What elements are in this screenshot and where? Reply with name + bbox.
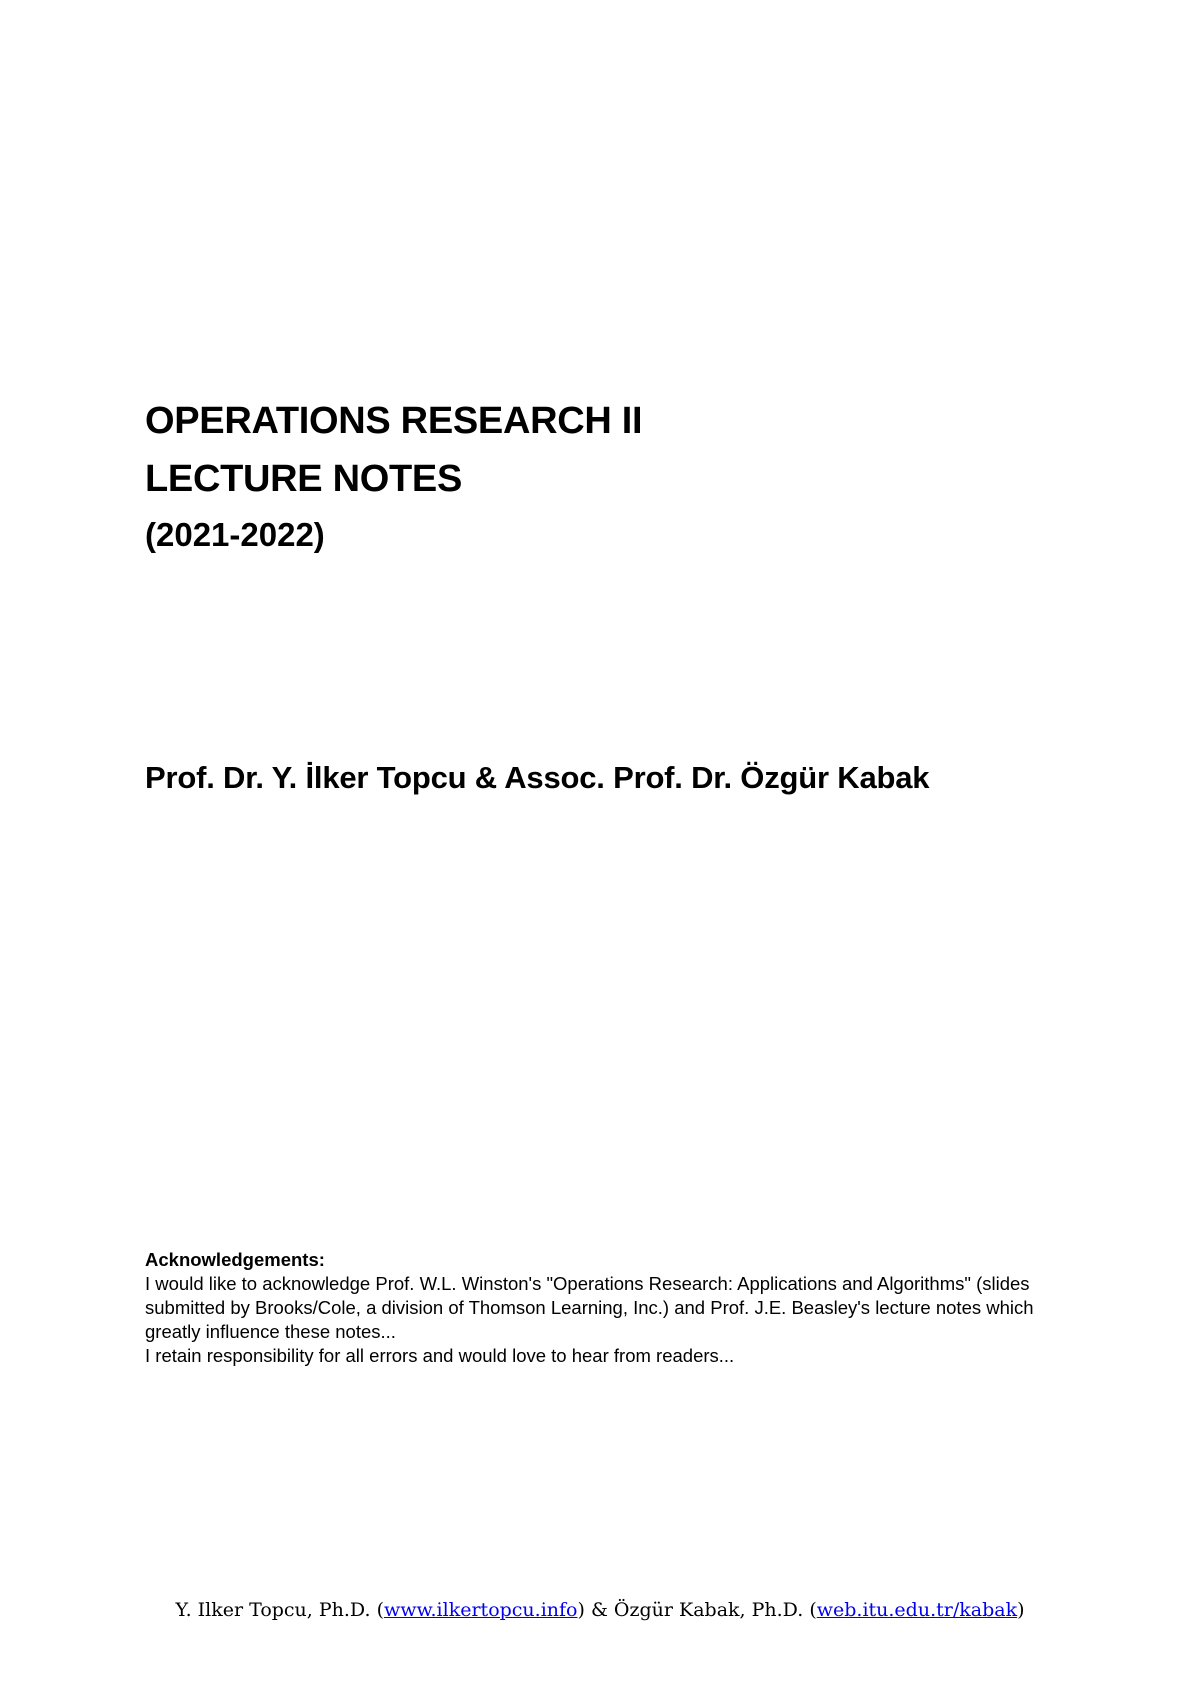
footer-link-1[interactable]: www.ilkertopcu.info [383,1599,578,1621]
footer-author-1: Y. Ilker Topcu, Ph.D. [175,1599,371,1621]
footer-link-2[interactable]: web.itu.edu.tr/kabak [816,1599,1018,1621]
authors-line: Prof. Dr. Y. İlker Topcu & Assoc. Prof. Dr. Özgür Kabak [145,760,930,795]
document-subtitle: LECTURE NOTES [145,458,463,500]
footer-author-2: Özgür Kabak, Ph.D. [613,1599,804,1621]
acknowledgements-paragraph: I would like to acknowledge Prof. W.L. Winston's "Operations Research: Applications and Algorithms" (slides submitted by Brooks/Cole, a division of Thomson Learning, Inc.) and Prof. J.E. Beasley's lecture notes which greatly influence these notes... [145,1273,1034,1342]
title-block [145,392,642,560]
acknowledgements-paragraph: I retain responsibility for all errors and would love to hear from readers... [145,1345,735,1366]
academic-year: (2021-2022) [145,516,325,553]
page-footer: Y. Ilker Topcu, Ph.D. (www.ilkertopcu.info) & Özgür Kabak, Ph.D. (web.itu.edu.tr/kabak) [175,1599,1025,1621]
acknowledgements-heading: Acknowledgements: [145,1249,325,1270]
document-title: OPERATIONS RESEARCH II [145,400,643,442]
acknowledgements-section [145,1248,1075,1368]
